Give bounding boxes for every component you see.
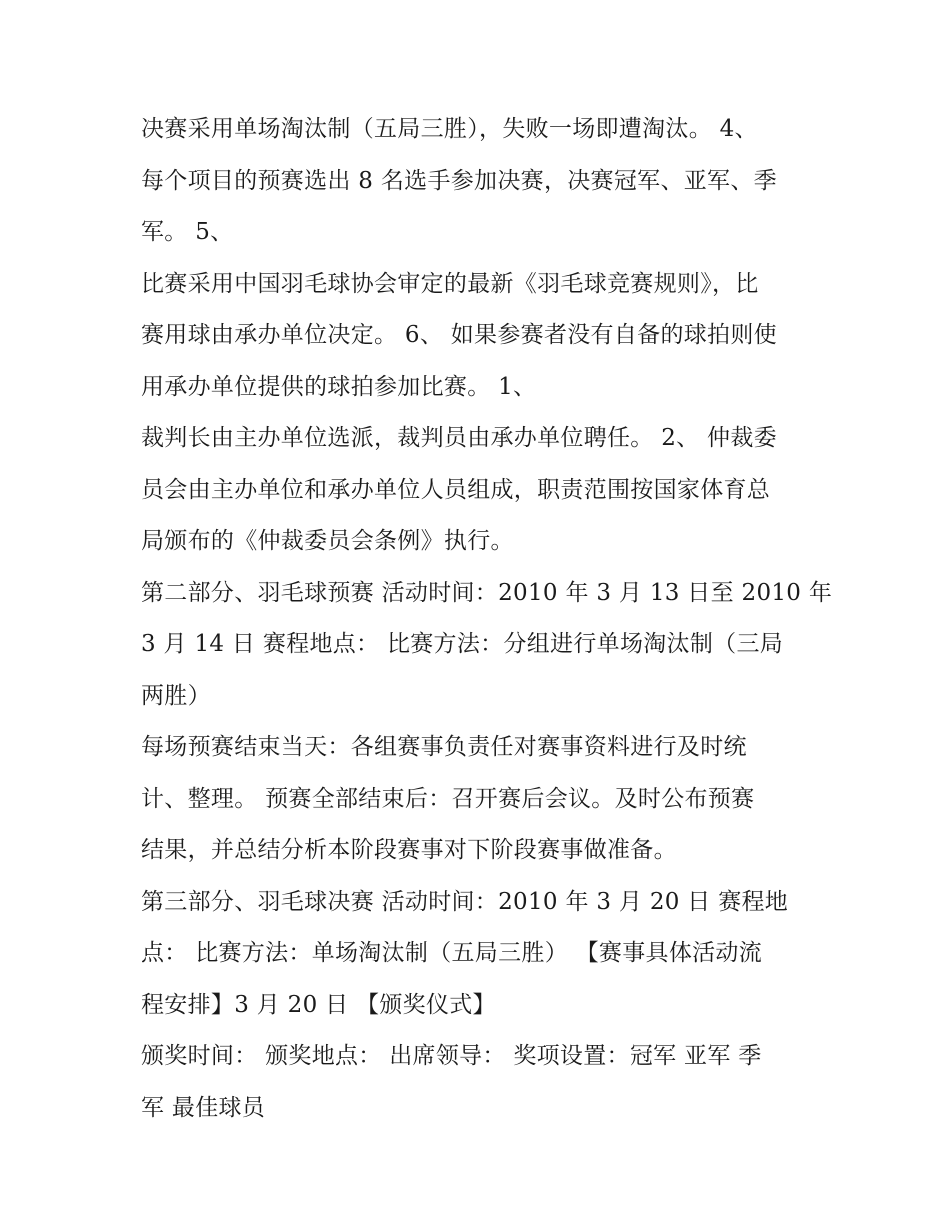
text-line: 比赛采用中国羽毛球协会审定的最新《羽毛球竞赛规则》，比 bbox=[141, 270, 759, 297]
text-line: 赛用球由承办单位决定。 6、 如果参赛者没有自备的球拍则使 bbox=[141, 322, 777, 348]
text-line: 颁奖时间： 颁奖地点： 出席领导： 奖项设置：冠军 亚军 季 bbox=[141, 1043, 762, 1069]
text-line: 用承办单位提供的球拍参加比赛。 1、 bbox=[141, 373, 537, 400]
text-line: 员会由主办单位和承办单位人员组成，职责范围按国家体育总 bbox=[141, 476, 771, 503]
text-line: 军。 5、 bbox=[141, 219, 234, 245]
text-line: 3 月 14 日 赛程地点： 比赛方法：分组进行单场淘汰制（三局 bbox=[141, 631, 784, 657]
document-body bbox=[141, 104, 833, 1134]
text-line: 点： 比赛方法：单场淘汰制（五局三胜） 【赛事具体活动流 bbox=[141, 940, 763, 966]
text-line: 每个项目的预赛选出 8 名选手参加决赛，决赛冠军、亚军、季 bbox=[141, 167, 777, 194]
text-line: 计、整理。 预赛全部结束后：召开赛后会议。及时公布预赛 bbox=[141, 785, 755, 812]
text-line: 军 最佳球员 bbox=[141, 1094, 266, 1121]
text-line: 两胜） bbox=[141, 682, 211, 709]
text-line: 每场预赛结束当天：各组赛事负责任对赛事资料进行及时统 bbox=[141, 734, 747, 760]
text-line: 决赛采用单场淘汰制（五局三胜），失败一场即遭淘汰。 4、 bbox=[141, 116, 758, 142]
text-line: 结果，并总结分析本阶段赛事对下阶段赛事做准备。 bbox=[141, 837, 677, 863]
section-heading-line: 第二部分、羽毛球预赛 活动时间：2010 年 3 月 13 日至 2010 年 bbox=[141, 579, 833, 606]
text-line: 程安排】3 月 20 日 【颁奖仪式】 bbox=[141, 991, 496, 1018]
section-heading-line: 第三部分、羽毛球决赛 活动时间：2010 年 3 月 20 日 赛程地 bbox=[141, 888, 789, 915]
text-line: 裁判长由主办单位选派，裁判员由承办单位聘任。 2、 仲裁委 bbox=[141, 425, 777, 451]
text-line: 局颁布的《仲裁委员会条例》执行。 bbox=[141, 528, 514, 554]
